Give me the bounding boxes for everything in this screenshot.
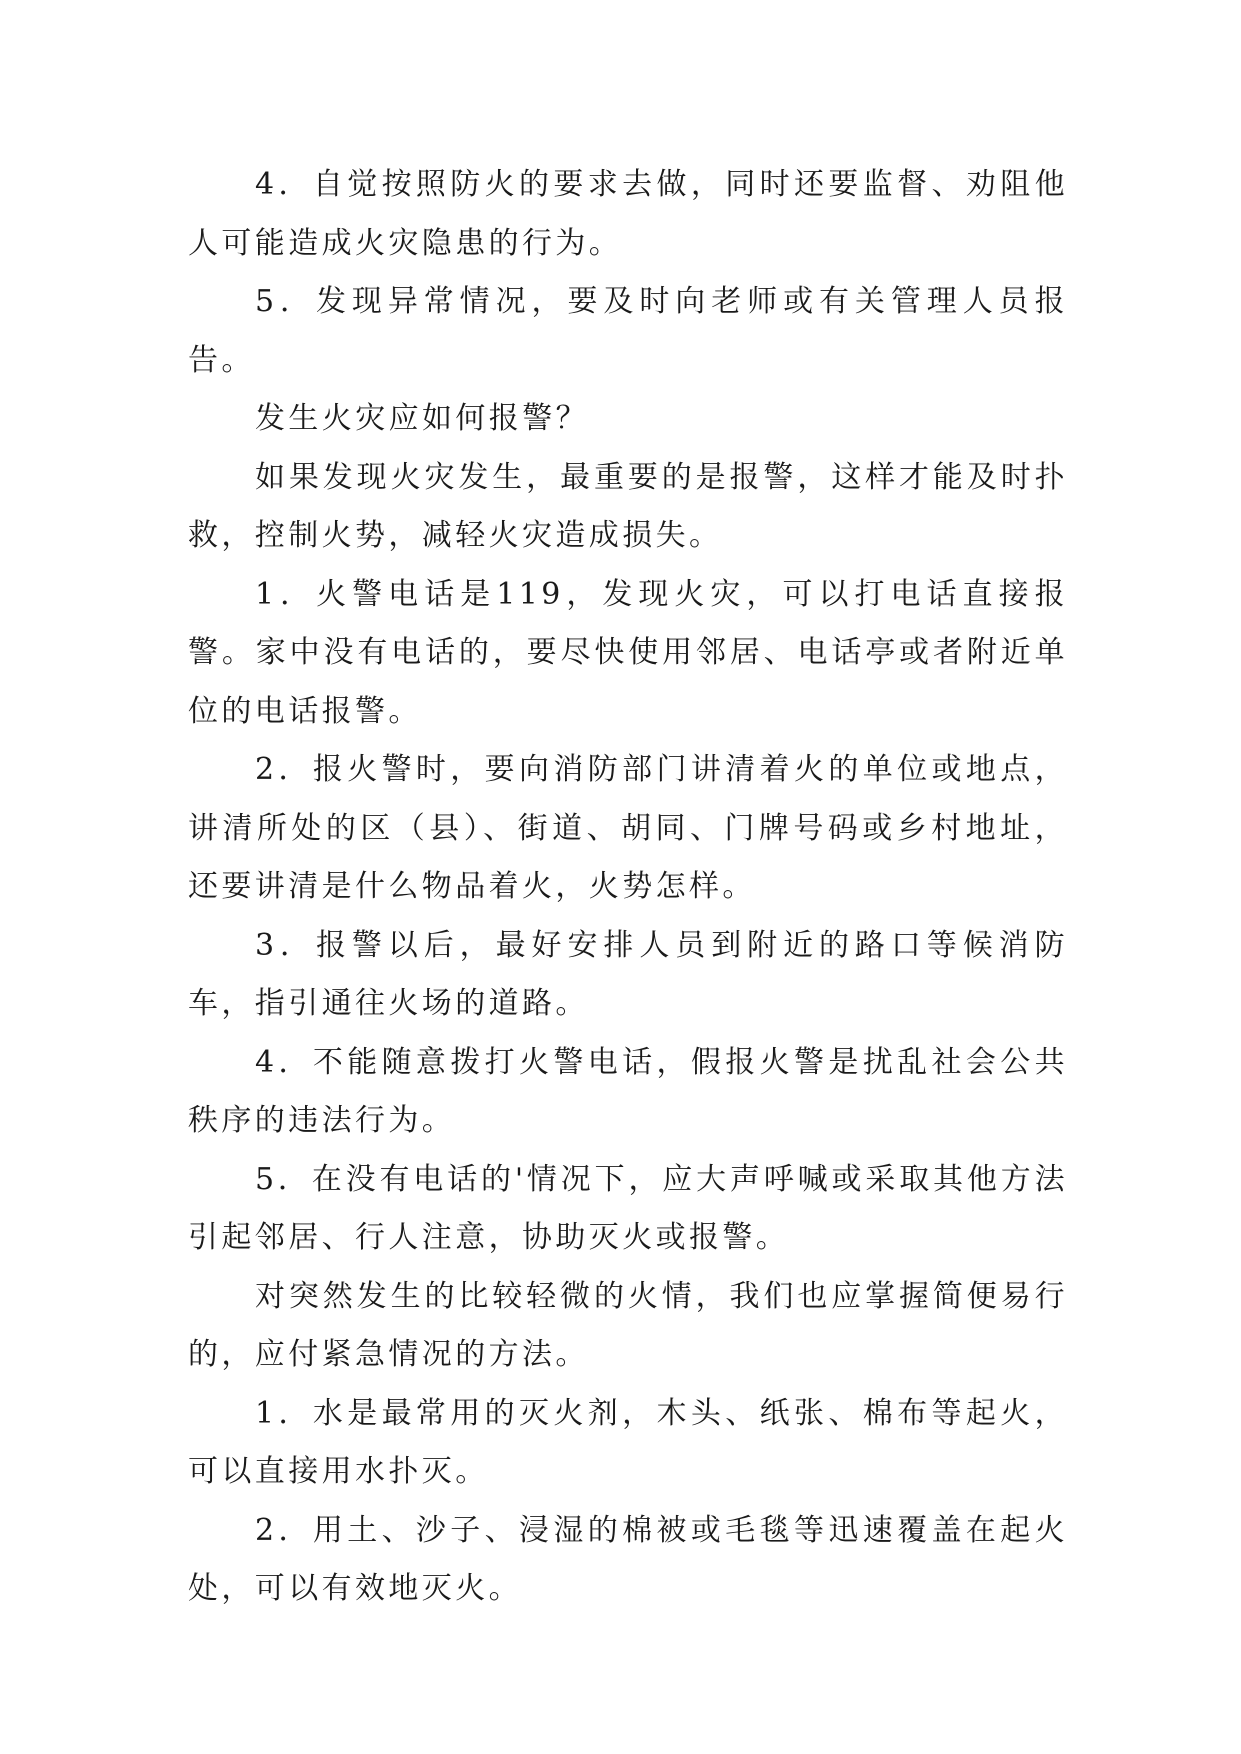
section-heading: 发生火灾应如何报警？: [255, 401, 589, 436]
paragraph: 4．自觉按照防火的要求去做，同时还要监督、劝阻他人可能造成火灾隐患的行为。: [188, 167, 1068, 261]
paragraph: 3．报警以后，最好安排人员到附近的路口等候消防车，指引通往火场的道路。: [188, 927, 1068, 1021]
paragraph: 5．发现异常情况，要及时向老师或有关管理人员报告。: [188, 284, 1068, 378]
paragraph: 如果发现火灾发生，最重要的是报警，这样才能及时扑救，控制火势，减轻火灾造成损失。: [188, 459, 1068, 553]
paragraph: 对突然发生的比较轻微的火情，我们也应掌握简便易行的，应付紧急情况的方法。: [188, 1278, 1068, 1372]
paragraph: 5．在没有电话的'情况下，应大声呼喊或采取其他方法引起邻居、行人注意，协助灭火或报警。: [188, 1161, 1068, 1255]
paragraph: 1．火警电话是119，发现火灾，可以打电话直接报警。家中没有电话的，要尽快使用邻居、电话亭或者附近单位的电话报警。: [188, 576, 1068, 729]
paragraph: 1．水是最常用的灭火剂，木头、纸张、棉布等起火，可以直接用水扑灭。: [188, 1395, 1068, 1489]
paragraph: 4．不能随意拨打火警电话，假报火警是扰乱社会公共秩序的违法行为。: [188, 1044, 1068, 1138]
document-body: [188, 156, 1068, 1619]
paragraph: 2．报火警时，要向消防部门讲清着火的单位或地点，讲清所处的区（县）、街道、胡同、门牌号码或乡村地址，还要讲清是什么物品着火，火势怎样。: [188, 752, 1068, 904]
paragraph: 2．用土、沙子、浸湿的棉被或毛毯等迅速覆盖在起火处，可以有效地灭火。: [188, 1512, 1068, 1606]
